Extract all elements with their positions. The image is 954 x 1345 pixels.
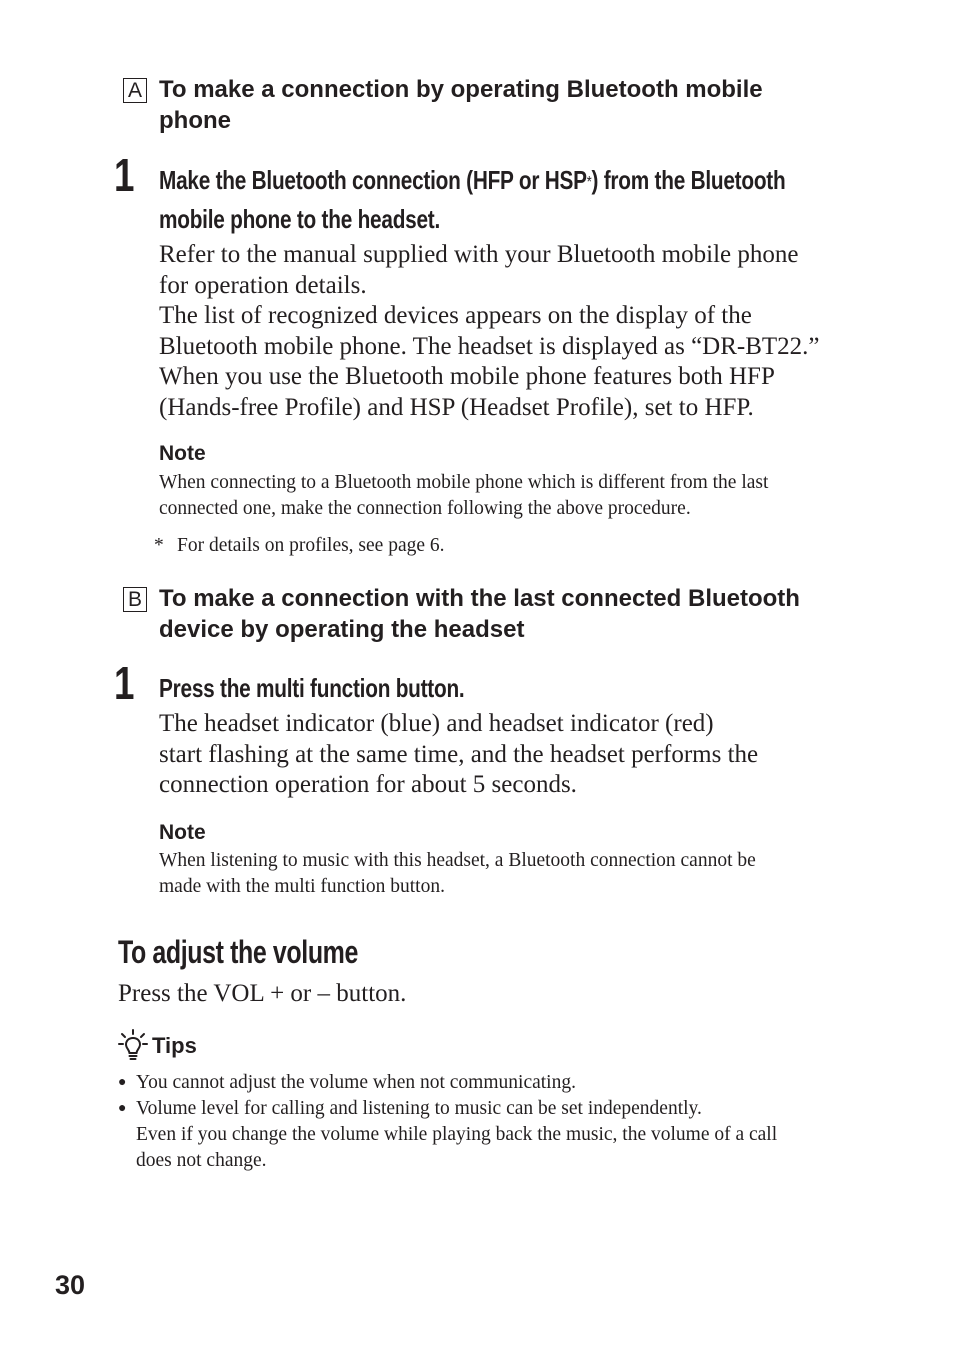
section-a-step-title-line2: mobile phone to the headset. <box>159 204 441 234</box>
section-a-footnote <box>154 533 445 559</box>
tip-line: You cannot adjust the volume when not communicating. <box>136 1072 576 1093</box>
body-line: for operation details. <box>159 271 367 299</box>
note-line: When connecting to a Bluetooth mobile phone which is different from the last <box>159 472 769 493</box>
body-line: Bluetooth mobile phone. The headset is displayed as “DR-BT22.” <box>159 332 820 360</box>
section-a-step-title-mark: * <box>586 174 592 191</box>
volume-heading: To adjust the volume <box>118 934 358 970</box>
tips-list <box>118 1070 868 1174</box>
page-number: 30 <box>55 1270 86 1300</box>
section-b-step-body <box>159 709 869 801</box>
volume-text: Press the VOL + or – button. <box>118 980 407 1007</box>
note-line: connected one, make the connection following the above procedure. <box>159 498 691 519</box>
tip-line: Even if you change the volume while playing back the music, the volume of a call <box>136 1124 778 1145</box>
section-a-step-title-line1-post: ) from the Bluetooth <box>591 165 786 195</box>
body-line: connection operation for about 5 seconds. <box>159 771 577 798</box>
section-b-note-title: Note <box>159 821 206 844</box>
section-a-step-title-line1-pre: Make the Bluetooth connection (HFP or HSP <box>159 165 587 195</box>
section-a-title-line2: phone <box>159 107 231 134</box>
body-line: The headset indicator (blue) and headset indicator (red) <box>159 710 714 737</box>
section-a-note-title: Note <box>159 442 206 465</box>
section-a-step-number: 1 <box>114 149 135 201</box>
bullet: ● <box>118 1075 127 1090</box>
body-line: Refer to the manual supplied with your Bluetooth mobile phone <box>159 241 799 268</box>
section-a-step-body <box>159 240 869 423</box>
tip-line: does not change. <box>136 1150 267 1171</box>
note-line: made with the multi function button. <box>159 876 445 897</box>
tips-label: Tips <box>152 1033 197 1058</box>
section-b-title-line1: To make a connection with the last connected Bluetooth <box>159 585 800 612</box>
list-item <box>118 1096 868 1174</box>
body-line: When you use the Bluetooth mobile phone features both HFP <box>159 363 775 390</box>
section-a-letter: A <box>127 79 142 102</box>
bullet: ● <box>118 1101 127 1116</box>
footnote-text: For details on profiles, see page 6. <box>177 535 445 556</box>
section-b-letter-box <box>123 587 147 612</box>
body-line: The list of recognized devices appears on the display of the <box>159 302 752 329</box>
section-a-step-title-line1 <box>159 161 855 200</box>
note-line: When listening to music with this headset, a Bluetooth connection cannot be <box>159 850 756 871</box>
tips-header <box>118 1029 197 1063</box>
section-b-step-number: 1 <box>114 657 135 709</box>
section-a-step-title <box>159 161 855 239</box>
section-b-title <box>159 583 859 645</box>
section-b-note-text <box>159 848 869 900</box>
section-b-step-title: Press the multi function button. <box>159 673 465 703</box>
tip-line: Volume level for calling and listening to music can be set independently. <box>136 1098 702 1119</box>
section-a-title <box>159 74 859 136</box>
lightbulb-icon <box>118 1029 148 1063</box>
footnote-mark: * <box>154 535 164 556</box>
section-b-letter: B <box>127 588 142 611</box>
section-a-note-text <box>159 470 869 522</box>
section-a-letter-box <box>123 78 147 103</box>
body-line: (Hands-free Profile) and HSP (Headset Profile), set to HFP. <box>159 393 754 421</box>
section-a-title-line1: To make a connection by operating Bluetooth mobile <box>159 76 763 103</box>
body-line: start flashing at the same time, and the headset performs the <box>159 740 759 768</box>
section-b-title-line2: device by operating the headset <box>159 616 525 643</box>
list-item <box>118 1070 868 1096</box>
